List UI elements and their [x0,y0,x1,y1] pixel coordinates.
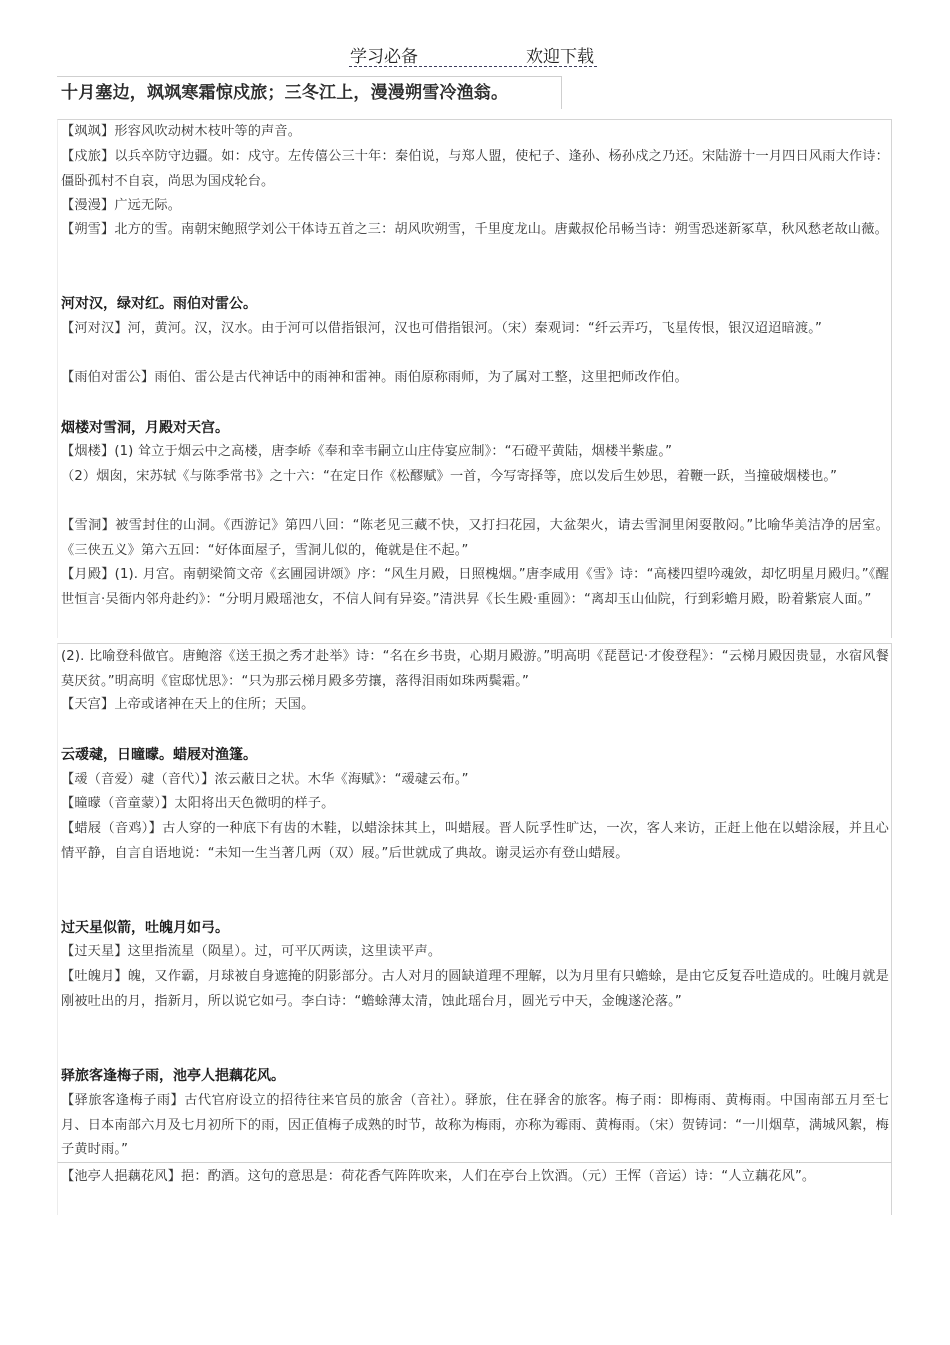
entry-guotianxing: 【过天星】这里指流星（陨星）。过，可平仄两读，这里读平声。 [61,944,442,959]
verse-heading-2: 烟楼对雪洞，月殿对天宫。 [61,420,229,436]
verse-heading-5: 驿旅客逢梅子雨，池亭人挹藕花风。 [61,1068,285,1084]
entry-shuoxue: 【朔雪】北方的雪。南朝宋鲍照学刘公干体诗五首之三：胡风吹朔雪，千里度龙山。唐戴叔伦吊畅当诗：朔雪恐迷新冢草，秋风愁老故山薇。 [61,222,888,237]
entry-sasa: 【飒飒】形容风吹动树木枝叶等的声音。 [61,124,302,139]
entry-heduihan: 【河对汉】河，黄河。汉，汉水。由于河可以借指银河，汉也可借指银河。（宋）秦观词：“纤云弄巧，飞星传恨，银汉迢迢暗渡。” [61,321,822,336]
page-title: 十月塞边，飒飒寒霜惊戍旅；三冬江上，漫漫朔雪冷渔翁。 [57,76,562,109]
entry-yanlou-1: 【烟楼】(1) 耸立于烟云中之高楼，唐李峤《奉和幸韦嗣立山庄侍宴应制》：“石磴平黄陆，烟楼半紫虚。” [61,444,673,459]
entry-xuedong: 【雪洞】被雪封住的山洞。《西游记》第四八回：“陈老见三藏不快，又打扫花园，大盆架火，请去雪洞里闲耍散闷。”比喻华美洁净的居室。《三侠五义》第六五回：“好体面屋子，雪洞儿似的，俺就是住不起。” [61,518,889,558]
verse-heading-4: 过天星似箭，吐魄月如弓。 [61,920,229,936]
verse-heading-3: 云叆叇，日曈曚。蜡屐对渔篷。 [61,747,257,763]
entry-aidai: 【叆（音爱）叇（音代）】浓云蔽日之状。木华《海赋》：“叆叇云布。” [61,772,469,787]
entry-yuedian-1: 【月殿】(1). 月宫。南朝梁简文帝《玄圃园讲颂》序：“风生月殿，日照槐烟。”唐李咸用《雪》诗：“高楼四望吟魂敛，却忆明星月殿归。”《醒世恒言·吴衙内邻舟赴约》：“分明月殿瑶池女，不信人间有异姿。”清洪昇《长生殿·重圆》：“离却玉山仙院，行到彩蟾月殿，盼着紫宸人面。” [61,567,889,607]
entry-tongmeng: 【曈曚（音童蒙）】太阳将出天色微明的样子。 [61,796,335,811]
entry-chitingren: 【池亭人挹藕花风】挹：酌酒。这句的意思是：荷花香气阵阵吹来，人们在亭台上饮酒。（元）王恽（音运）诗：“人立藕花风”。 [61,1169,816,1184]
entry-yanlou-2: （2）烟囱，宋苏轼《与陈季常书》之十六：“在定日作《松醪赋》一首，今写寄择等，庶以发后生妙思，着鞭一跃，当撞破烟楼也。” [61,469,838,484]
page-header [349,40,597,67]
entry-yilvke: 【驿旅客逢梅子雨】古代官府设立的招待往来官员的旅舍（音社）。驿旅，住在驿舍的旅客。梅子雨：即梅雨、黄梅雨。中国南部五月至七月、日本南部六月及七月初所下的雨，因正值梅子成熟的时节，故称为梅雨，亦称为霉雨、黄梅雨。（宋）贺铸词：“一川烟草，满城风絮，梅子黄时雨。” [61,1093,889,1157]
entry-shulv: 【戍旅】以兵卒防守边疆。如：戍守。左传僖公三十年：秦伯说，与郑人盟，使杞子、逢孙、杨孙戍之乃还。宋陆游十一月四日风雨大作诗：僵卧孤村不自哀，尚思为国戍轮台。 [61,149,889,189]
header-left-text: 学习必备 [350,47,418,67]
entry-tiangong: 【天宫】上帝或诸神在天上的住所；天国。 [61,697,315,712]
entry-yuedian-2: (2). 比喻登科做官。唐鲍溶《送王损之秀才赴举》诗：“名在乡书贵，心期月殿游。”明高明《琵琶记·才俊登程》：“云梯月殿因贵显，水宿风餐莫厌贫。”明高明《宦邸忧思》：“只为那云梯月殿多劳攘，落得泪雨如珠两鬓霜。” [61,649,889,689]
verse-heading-1: 河对汉，绿对红。雨伯对雷公。 [61,296,257,312]
entry-tupoyue: 【吐魄月】魄，又作霸，月球被自身遮掩的阴影部分。古人对月的圆缺道理不理解，以为月里有只蟾蜍，是由它反复吞吐造成的。吐魄月就是刚被吐出的月，指新月，所以说它如弓。李白诗：“蟾蜍薄太清，蚀此瑶台月，圆光亏中天，金魄遂沦落。” [61,969,889,1009]
entry-laji: 【蜡屐（音鸡）】古人穿的一种底下有齿的木鞋，以蜡涂抹其上，叫蜡屐。晋人阮孚性旷达，一次，客人来访，正赶上他在以蜡涂屐，并且心情平静，自言自语地说：“未知一生当著几两（双）屐。”后世就成了典故。谢灵运亦有登山蜡屐。 [61,821,889,861]
entry-yubo-leigong: 【雨伯对雷公】雨伯、雷公是古代神话中的雨神和雷神。雨伯原称雨师，为了属对工整，这里把师改作伯。 [61,370,688,385]
entry-manman: 【漫漫】广远无际。 [61,198,182,213]
header-right-text: 欢迎下载 [526,47,594,67]
